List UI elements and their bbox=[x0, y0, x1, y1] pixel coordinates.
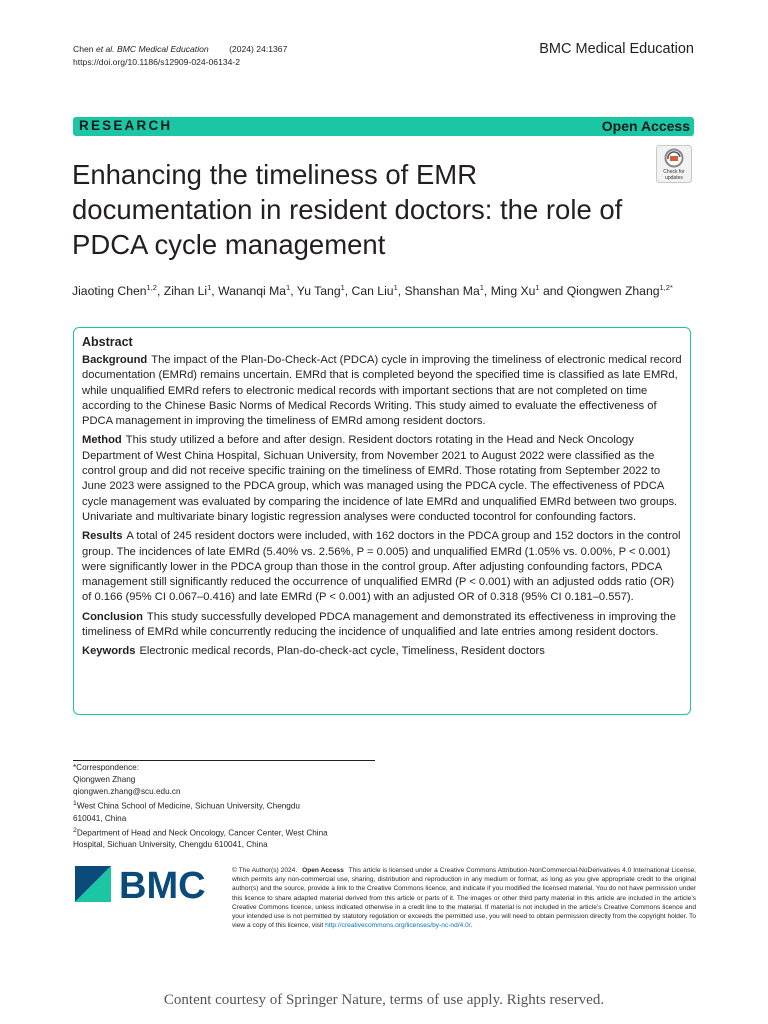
footer-courtesy: Content courtesy of Springer Nature, terms of use apply. Rights reserved. bbox=[163, 992, 605, 1008]
abstract-background bbox=[82, 353, 682, 429]
badge-line2: updates bbox=[665, 175, 683, 181]
affiliation-2 bbox=[73, 825, 393, 840]
author-affiliation-sup: 1 bbox=[340, 283, 345, 292]
affiliation-2-line1: Department of Head and Neck Oncology, Cancer Center, West China bbox=[76, 828, 328, 838]
abstract-conclusion bbox=[82, 610, 682, 641]
author[interactable]: Yu Tang bbox=[296, 284, 341, 299]
background-label: Background bbox=[82, 354, 148, 366]
article-type-label: RESEARCH bbox=[79, 118, 173, 133]
background-text: The impact of the Plan-Do-Check-Act (PDCA) cycle in improving the timeliness of electronic medical record documentation (EMRd) remains uncertain. EMRd that is completed beyond the specified time is classified as late EMRd, while unqualified EMRd refers to electronic medical records with important sections that are not completed on time according to the Chinese Basic Norms of Medical Records Writing. This study aimed to evaluate the effectiveness of PDCA management in improving the timeliness of EMRd among resident doctors. bbox=[82, 354, 682, 428]
footnote-divider bbox=[73, 760, 375, 761]
author-affiliation-sup: 1 bbox=[535, 283, 540, 292]
author-affiliation-sup: 1 bbox=[207, 283, 212, 292]
abstract-heading: Abstract bbox=[82, 335, 133, 349]
author-affiliation-sup: 1,2* bbox=[659, 283, 673, 292]
check-for-updates-badge[interactable] bbox=[656, 145, 692, 183]
abstract-keywords bbox=[82, 644, 682, 659]
citation-line bbox=[73, 43, 287, 56]
abstract-box bbox=[73, 327, 691, 715]
keywords-text: Electronic medical records, Plan-do-check-act cycle, Timeliness, Resident doctors bbox=[139, 645, 545, 658]
license-body: This article is licensed under a Creative Commons Attribution-NonCommercial-NoDerivatives 4.0 International License, which permits any non-commercial use, sharing, distribution and reproduction in any medium or format, as long as you give appropriate credit to the original author(s) and the source, provide a link to the Creative Commons licence, and indicate if you modified the licensed material. You do not have permission under this licence to share adapted material derived from this article or parts of it. The images or other third party material in this article are included in the article’s Creative Commons licence, unless indicated otherwise in a credit line to the material. If material is not included in the article’s Creative Commons licence and your intended use is not permitted by statutory regulation or exceeds the permitted use, you will need to obtain permission directly from the copyright holder. To view a copy of this licence, visit bbox=[232, 867, 696, 930]
correspondence-block bbox=[73, 762, 393, 851]
conclusion-label: Conclusion bbox=[82, 610, 143, 623]
method-text: This study utilized a before and after design. Resident doctors rotating in the Head and Neck Oncology Department of West China Hospital, Sichuan University, from November 2021 to August 2022 were classified as the control group and did not receive specific training on the timeliness of EMRd. Those rotating from September 2022 to June 2023 were assigned to the PDCA group, which was managed using the PDCA cycle. The effectiveness of PDCA cycle management was evaluated by comparing the incidence of late EMRd and unqualified EMRd between two groups. Univariate and multivariate binary logistic regression analyses were conducted tocontrol for confounding factors. bbox=[82, 434, 678, 523]
affiliation-1-sup: 1 bbox=[73, 800, 77, 807]
affiliation-1-line2: 610041, China bbox=[73, 813, 127, 823]
citation-year: (2024) 24:1367 bbox=[229, 44, 288, 54]
author[interactable]: Jiaoting Chen bbox=[72, 284, 147, 299]
badge-line1: Check for bbox=[663, 169, 685, 175]
conclusion-text: This study successfully developed PDCA management and demonstrated its effectiveness in improving the timeliness of EMRd while concurrently reducing the incidence of unqualified and late entries among resident doctors. bbox=[82, 610, 676, 639]
bmc-logo-text: BMC bbox=[119, 866, 206, 902]
doi-link[interactable]: https://doi.org/10.1186/s12909-024-06134-2 bbox=[73, 57, 241, 67]
results-text: A total of 245 resident doctors were included, with 162 doctors in the PDCA group and 152 doctors in the control group. The incidences of late EMRd (5.40% vs. 2.56%, P = 0.005) and unqualified EMRd (1.05% vs. 0.00%, P < 0.001) were significantly lower in the PDCA group than those in the control group. After adjusting confounding factors, PDCA management still significantly reduced the occurrence of unqualified EMRd (P < 0.001) with an adjusted odds ratio (OR) of 0.166 (95% CI 0.067–0.416) and late EMRd (P < 0.001) with an adjusted OR of 0.318 (95% CI 0.181–0.557). bbox=[82, 530, 681, 604]
bmc-logo-icon bbox=[75, 866, 215, 902]
affiliation-2-sup: 2 bbox=[73, 826, 77, 834]
journal-name: BMC Medical Education bbox=[539, 41, 694, 57]
author-list: Jiaoting Chen$^{1,2}$, Zihan Li$^1$, Wananqi Ma$^1$, Yu Tang$^1$, Can Liu$^1$, Shanshan Ma$^1$, Ming Xu$^1$ and Qiongwen Zhang$^{1,2*}$ bbox=[72, 283, 673, 299]
author-affiliation-sup: 1 bbox=[393, 283, 398, 292]
method-label: Method bbox=[82, 434, 122, 447]
license-end: . bbox=[470, 922, 473, 930]
affiliation-2-line2: Hospital, Sichuan University, Chengdu 610041, China bbox=[73, 840, 268, 850]
author[interactable]: Wananqi Ma bbox=[218, 284, 287, 299]
author[interactable]: Ming Xu bbox=[490, 284, 536, 299]
citation-journal: et al. BMC Medical Education bbox=[95, 44, 209, 54]
author[interactable]: Qiongwen Zhang bbox=[566, 284, 660, 299]
bmc-logo bbox=[75, 866, 215, 902]
author[interactable]: Can Liu bbox=[351, 284, 394, 299]
affiliation-1 bbox=[73, 798, 393, 813]
citation-authors: Chen bbox=[73, 44, 96, 54]
author-affiliation-sup: 1 bbox=[479, 283, 484, 292]
keywords-label: Keywords bbox=[82, 645, 136, 658]
correspondence-name: Qiongwen Zhang bbox=[73, 775, 136, 784]
license-open-access: Open Access bbox=[302, 867, 344, 874]
results-label: Results bbox=[82, 530, 123, 543]
correspondence-email[interactable]: qiongwen.zhang@scu.edu.cn bbox=[73, 787, 181, 796]
abstract-results bbox=[82, 529, 682, 605]
article-type-banner bbox=[73, 117, 694, 136]
license-text bbox=[232, 866, 696, 930]
license-link[interactable]: http://creativecommons.org/licenses/by-nc-nd/4.0/ bbox=[325, 922, 471, 930]
check-for-updates-icon bbox=[656, 145, 692, 183]
author[interactable]: Shanshan Ma bbox=[404, 284, 480, 299]
author-affiliation-sup: 1 bbox=[286, 283, 291, 292]
abstract-method bbox=[82, 433, 682, 525]
license-copyright: © The Author(s) 2024. bbox=[232, 867, 298, 874]
correspondence-label: *Correspondence: bbox=[73, 763, 139, 772]
author[interactable]: Zihan Li bbox=[163, 284, 208, 299]
article-title: Enhancing the timeliness of EMR documentation in resident doctors: the role of PDCA cycle management bbox=[72, 159, 623, 260]
affiliation-1-line1: West China School of Medicine, Sichuan University, Chengdu bbox=[76, 801, 300, 811]
author-affiliation-sup: 1,2 bbox=[146, 283, 157, 292]
open-access-label: Open Access bbox=[601, 118, 690, 134]
